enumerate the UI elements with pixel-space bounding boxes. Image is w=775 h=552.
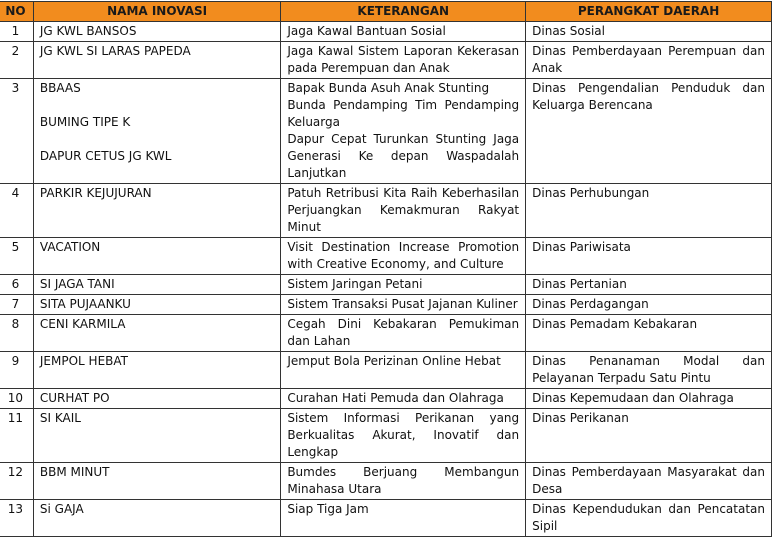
table-row xyxy=(0,79,772,184)
table-row xyxy=(0,238,772,275)
nama-inovasi-text: BBM MINUT xyxy=(39,465,110,479)
cell-perangkat-daerah: Dinas Pariwisata xyxy=(526,238,772,275)
cell-nama-inovasi xyxy=(33,463,280,500)
keterangan-text: Jaga Kawal Sistem Laporan Kekerasan pada Perempuan dan Anak xyxy=(287,44,520,75)
cell-no: 6 xyxy=(0,275,33,295)
cell-no: 7 xyxy=(0,295,33,315)
keterangan-text: Bapak Bunda Asuh Anak Stunting xyxy=(287,81,490,95)
keterangan-text: Cegah Dini Kebakaran Pemukiman dan Lahan xyxy=(287,317,520,348)
table-row xyxy=(0,42,772,79)
keterangan-text: Siap Tiga Jam xyxy=(287,502,369,516)
cell-keterangan xyxy=(281,352,526,389)
table-header-row xyxy=(0,2,772,22)
cell-no: 9 xyxy=(0,352,33,389)
nama-inovasi-text: Si GAJA xyxy=(39,502,84,516)
cell-no: 10 xyxy=(0,389,33,409)
cell-perangkat-daerah: Dinas Pemberdayaan Perempuan dan Anak xyxy=(526,42,772,79)
header-nama-inovasi: NAMA INOVASI xyxy=(33,2,280,22)
nama-inovasi-text: CENI KARMILA xyxy=(39,317,126,331)
cell-no: 8 xyxy=(0,315,33,352)
cell-no: 4 xyxy=(0,184,33,238)
cell-no: 11 xyxy=(0,409,33,463)
keterangan-text: Bumdes Berjuang Membangun Minahasa Utara xyxy=(287,465,520,496)
cell-nama-inovasi xyxy=(33,389,280,409)
cell-no: 13 xyxy=(0,500,33,537)
keterangan-text: Sistem Informasi Perikanan yang Berkualitas Akurat, Inovatif dan Lengkap xyxy=(287,411,520,459)
cell-nama-inovasi xyxy=(33,79,280,184)
cell-nama-inovasi xyxy=(33,238,280,275)
keterangan-text: Sistem Jaringan Petani xyxy=(287,277,423,291)
table-body xyxy=(0,22,772,537)
nama-inovasi-text: SITA PUJAANKU xyxy=(39,297,131,311)
header-perangkat-daerah: PERANGKAT DAERAH xyxy=(526,2,772,22)
nama-inovasi-text: SI JAGA TANI xyxy=(39,277,115,291)
keterangan-text: Visit Destination Increase Promotion with Creative Economy, and Culture xyxy=(287,240,520,271)
nama-inovasi-text: JG KWL BANSOS xyxy=(39,24,137,38)
cell-nama-inovasi xyxy=(33,275,280,295)
cell-keterangan xyxy=(281,184,526,238)
cell-nama-inovasi xyxy=(33,500,280,537)
cell-keterangan xyxy=(281,500,526,537)
table-row xyxy=(0,352,772,389)
keterangan-text: Jaga Kawal Bantuan Sosial xyxy=(287,24,446,38)
cell-perangkat-daerah: Dinas Perdagangan xyxy=(526,295,772,315)
cell-perangkat-daerah: Dinas Pertanian xyxy=(526,275,772,295)
keterangan-text: Patuh Retribusi Kita Raih Keberhasilan Perjuangkan Kemakmuran Rakyat Minut xyxy=(287,186,520,234)
table-row xyxy=(0,184,772,238)
cell-keterangan xyxy=(281,275,526,295)
nama-inovasi-text: JG KWL SI LARAS PAPEDA xyxy=(39,44,191,58)
cell-perangkat-daerah: Dinas Kepemudaan dan Olahraga xyxy=(526,389,772,409)
cell-keterangan xyxy=(281,79,526,184)
cell-no: 12 xyxy=(0,463,33,500)
nama-inovasi-text: BBAAS xyxy=(39,81,81,95)
cell-perangkat-daerah: Dinas Perikanan xyxy=(526,409,772,463)
keterangan-text: Curahan Hati Pemuda dan Olahraga xyxy=(287,391,504,405)
nama-inovasi-text: DAPUR CETUS JG KWL xyxy=(39,149,172,163)
cell-perangkat-daerah: Dinas Pemadam Kebakaran xyxy=(526,315,772,352)
table-row xyxy=(0,389,772,409)
cell-keterangan xyxy=(281,295,526,315)
cell-no: 1 xyxy=(0,22,33,42)
cell-keterangan xyxy=(281,409,526,463)
table-row xyxy=(0,22,772,42)
cell-keterangan xyxy=(281,42,526,79)
line-gap xyxy=(40,131,274,148)
cell-nama-inovasi xyxy=(33,409,280,463)
cell-keterangan xyxy=(281,22,526,42)
cell-perangkat-daerah: Dinas Pemberdayaan Masyarakat dan Desa xyxy=(526,463,772,500)
table-row xyxy=(0,295,772,315)
innovation-table xyxy=(0,1,772,537)
nama-inovasi-text: JEMPOL HEBAT xyxy=(39,354,128,368)
cell-perangkat-daerah: Dinas Penanaman Modal dan Pelayanan Terpadu Satu Pintu xyxy=(526,352,772,389)
keterangan-text: Bunda Pendamping Tim Pendamping Keluarga xyxy=(287,98,520,129)
cell-keterangan xyxy=(281,389,526,409)
cell-perangkat-daerah: Dinas Pengendalian Penduduk dan Keluarga Berencana xyxy=(526,79,772,184)
cell-perangkat-daerah: Dinas Kependudukan dan Pencatatan Sipil xyxy=(526,500,772,537)
table-row xyxy=(0,500,772,537)
table-row xyxy=(0,463,772,500)
keterangan-text: Jemput Bola Perizinan Online Hebat xyxy=(287,354,501,368)
line-gap xyxy=(40,97,274,114)
cell-keterangan xyxy=(281,315,526,352)
nama-inovasi-text: BUMING TIPE K xyxy=(39,115,131,129)
cell-keterangan xyxy=(281,463,526,500)
cell-no: 5 xyxy=(0,238,33,275)
cell-nama-inovasi xyxy=(33,352,280,389)
nama-inovasi-text: VACATION xyxy=(39,240,101,254)
cell-perangkat-daerah: Dinas Sosial xyxy=(526,22,772,42)
cell-no: 2 xyxy=(0,42,33,79)
nama-inovasi-text: CURHAT PO xyxy=(39,391,110,405)
keterangan-text: Sistem Transaksi Pusat Jajanan Kuliner xyxy=(287,297,518,311)
cell-keterangan xyxy=(281,238,526,275)
table-row xyxy=(0,409,772,463)
cell-nama-inovasi xyxy=(33,295,280,315)
header-no: NO xyxy=(0,2,33,22)
cell-nama-inovasi xyxy=(33,184,280,238)
nama-inovasi-text: SI KAIL xyxy=(39,411,81,425)
nama-inovasi-text: PARKIR KEJUJURAN xyxy=(39,186,152,200)
cell-nama-inovasi xyxy=(33,315,280,352)
table-row xyxy=(0,275,772,295)
cell-nama-inovasi xyxy=(33,22,280,42)
cell-no: 3 xyxy=(0,79,33,184)
cell-perangkat-daerah: Dinas Perhubungan xyxy=(526,184,772,238)
header-keterangan: KETERANGAN xyxy=(281,2,526,22)
table-row xyxy=(0,315,772,352)
keterangan-text: Dapur Cepat Turunkan Stunting Jaga Generasi Ke depan Waspadalah Lanjutkan xyxy=(287,132,520,180)
cell-nama-inovasi xyxy=(33,42,280,79)
